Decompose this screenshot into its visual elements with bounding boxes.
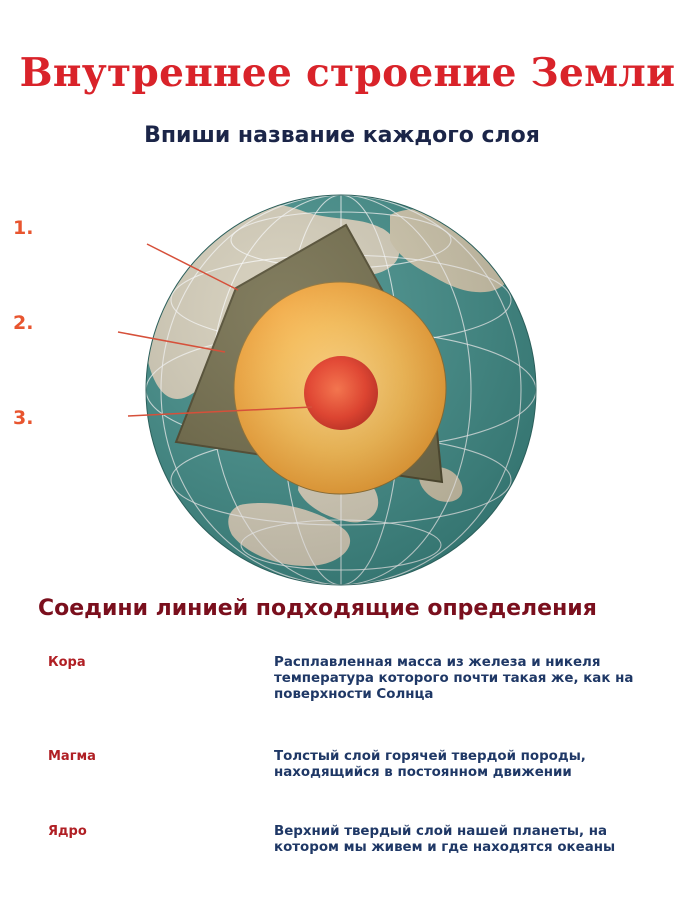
layer-number-3: 3. xyxy=(13,407,34,429)
definition-2: Толстый слой горячей твердой породы, находящийся в постоянном движении xyxy=(274,749,586,780)
term-magma: Магма xyxy=(48,749,96,764)
definition-3: Верхний твердый слой нашей планеты, на котором мы живем и где находятся океаны xyxy=(274,824,616,855)
page-title: Внутреннее строение Земли xyxy=(19,50,676,96)
term-crust: Кора xyxy=(48,655,86,670)
layer-number-2: 2. xyxy=(13,312,34,334)
globe-shading xyxy=(146,195,536,585)
term-core: Ядро xyxy=(48,824,87,839)
definition-1: Расплавленная масса из железа и никеля температура которого почти такая же, как на поверхности Солнца xyxy=(274,655,634,702)
matching-task-title: Соедини линией подходящие определения xyxy=(38,596,597,621)
subtitle: Впиши название каждого слоя xyxy=(144,123,540,148)
layer-number-1: 1. xyxy=(13,217,34,239)
